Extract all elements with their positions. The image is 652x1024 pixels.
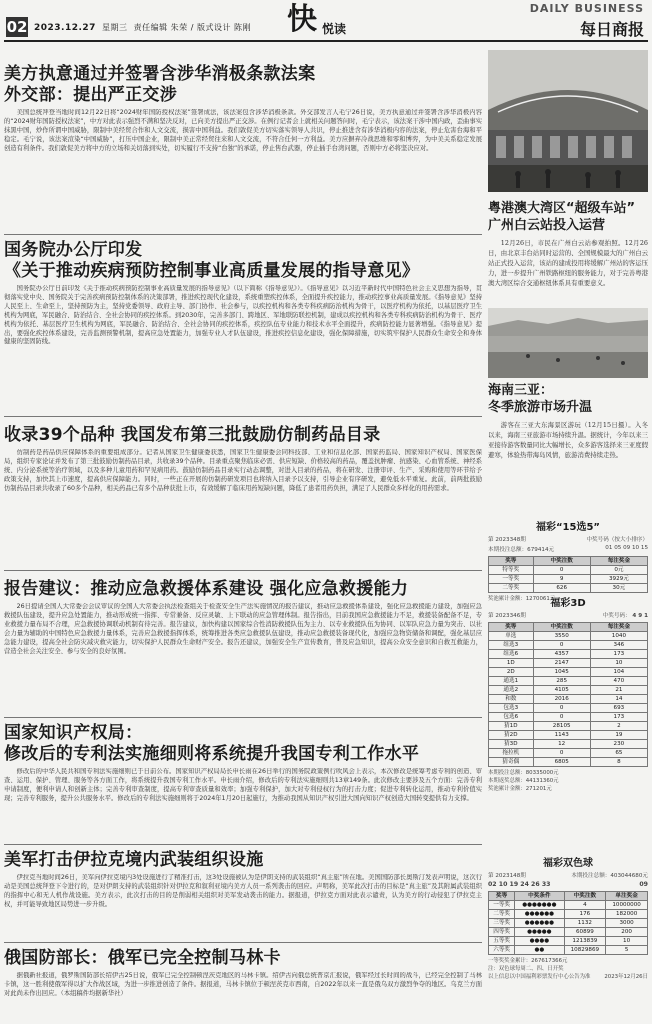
table-cell: 28105 [533, 722, 590, 731]
table-row [489, 910, 648, 919]
lottery-sales: 本期投注总额：679414元 [488, 547, 555, 553]
side-body: 游客在三亚大东海景区游玩（12月15日摄）。入冬以来，海南三亚旅游市场持续升温。据统计，今年以来三亚接待游客数量同比大幅增长，众多游客选择来三亚度假避寒，体验热带海岛风情，旅游消费持续走热。 [488, 421, 648, 459]
lottery-title: 福彩双色球 [543, 858, 593, 869]
table-row [489, 749, 648, 758]
table-cell: 二等奖 [489, 910, 515, 919]
article-headline: 美方执意通过并签署含涉华消极条款法案 外交部：提出严正交涉 [4, 64, 316, 105]
header-meta [34, 22, 251, 33]
photo-sanya-beach [488, 308, 648, 378]
table-cell: 10 [590, 659, 647, 668]
table-cell: 173 [590, 650, 647, 659]
table-row [489, 758, 648, 767]
table-row [489, 632, 648, 641]
article-divider [4, 942, 482, 943]
table-cell: 346 [590, 641, 647, 650]
table-cell: 猜3D [489, 740, 534, 749]
article-body: 仿制药是药品供应保障体系的重要组成部分。记者从国家卫生健康委获悉，国家卫生健康委会同科技部、工业和信息化部、国家药监局、国家知识产权局、国家医保局，组织专家论证并发布了第三批鼓励仿制药品目录，共收录39个品种。目录重点聚焦临床必需、供应短缺、价格较高的药品，覆盖抗肿瘤、抗感染、心血管系统、神经系统、内分泌系统等治疗领域，以及多种儿童用药和罕见病用药。鼓励仿制药品目录实行动态调整，对进入目录的药品，将在研发、注册审评、生产、采购和使用等环节给予政策支持，加快其上市速度，提高供应保障能力。同时，一些正在开展的仿制药研发项目也将纳入目录予以支持，引导企业有序研发，避免低水平重复。此前，前两批鼓励仿制药品目录共收录了60多个品种，相关药品已有多个品种获批上市，有效缓解了临床用药短缺问题，降低了患者用药负担，满足了人民群众多样化的用药需求。 [4, 449, 482, 492]
table-cell: 六等奖 [489, 946, 515, 955]
table-cell: 猜1D [489, 722, 534, 731]
table-cell: 包选3 [489, 704, 534, 713]
lottery-disclaimer: 以上信息以中国福利彩票发行中心公告为准 [488, 974, 591, 980]
table-cell: ●●●● [515, 937, 564, 946]
page-header [0, 0, 652, 44]
side-headline: 海南三亚： 冬季旅游市场升温 [488, 383, 593, 415]
table-cell: 10829869 [564, 946, 606, 955]
table-cell: 猜2D [489, 731, 534, 740]
article-divider [4, 234, 482, 235]
article-patent-law [4, 723, 482, 840]
table-cell: 200 [606, 928, 648, 937]
article-body: 伊拉克当地时间26日，美军向伊拉克境内3处设施进行了精准打击，这3处设施被认为是伊朗支持的武装组织“真主旅”所在地。美国国防部长奥斯汀发表声明说，这次行动是美国总统拜登下令进行的，是对伊朗支持的武装组织针对伊拉克和叙利亚境内美方人员一系列袭击的回应。声明称，美军此次打击的目标是“真主旅”及其附属武装组织的指挥中心和无人机作战设施。美方表示，此次打击的目的是削弱相关组织对美军发动袭击的能力。据报道，伊拉克方面对此表示谴责，认为美方的行动侵犯了伊拉克主权，并可能导致地区局势进一步升级。 [4, 874, 482, 908]
lottery-pool: 奖池累计金额：271201元 [488, 786, 552, 792]
table-cell: 693 [590, 704, 647, 713]
article-divider [4, 416, 482, 417]
table-cell: 176 [564, 910, 606, 919]
article-headline: 收录39个品种 我国发布第三批鼓励仿制药品目录 [4, 425, 381, 445]
lottery-15x5 [488, 518, 648, 603]
article-body: 修改后的中华人民共和国专利法实施细则已于日前公布。国家知识产权局局长申长雨在26日举行的国务院政策例行吹风会上表示，本次修改是统筹考虑专利的创造、审查、运用、保护、管理、服务等各方面工作，将系统提升我国专利工作水平。申长雨介绍，修改后的专利法实施细则共13章149条。此次修改主要涉及五个方面：完善专利申请制度，便利申请人和创新主体；完善专利审查制度，提高专利审查质量和效率；加强专利保护，加大对专利侵权行为的打击力度；促进专利转化运用，推动专利价值实现；完善专利服务，提升公共服务水平。修改后的专利法实施细则将于2024年1月20日起施行，为推动我国从知识产权引进大国向知识产权创造大国转变提供有力支撑。 [4, 768, 482, 802]
table-cell: 4105 [533, 686, 590, 695]
table-cell: 1132 [564, 919, 606, 928]
brand-chinese: 每日商报 [579, 20, 644, 39]
table-cell: 12 [533, 740, 590, 749]
table-cell: 1D [489, 659, 534, 668]
table-row [489, 731, 648, 740]
side-article-sanya [488, 382, 648, 498]
lottery-caption: 中奖号码： [602, 613, 631, 619]
article-headline: 报告建议：推动应急救援体系建设 强化应急救援能力 [4, 579, 409, 599]
lottery-sales: 本期投注总额：403044680元 [571, 873, 648, 879]
lottery-table: 奖等 中奖注数 每注奖金 单选 3550 1040 组选3 0 346 组选6 4357 173 1D 2147 10 2D 1045 104 通选1 285 470 通选2 4105 21 和数 2016 14 包选3 0 693 包选6 0 173 猜1D 28105 2 猜2D 1143 19 猜3D 12 230 拖拉机 0 65 猜奇偶 6805 8 [488, 622, 648, 767]
table-row [489, 928, 648, 937]
side-headline: 粤港澳大湾区“超级车站” 广州白云站投入运营 [488, 201, 636, 233]
table-row: 一等奖 9 3929元 [489, 575, 648, 584]
photo-baiyun-station [488, 50, 648, 192]
lottery-pool: 奖池累计金额：1270061元 [488, 596, 556, 602]
table-cell: 一等奖 [489, 901, 515, 910]
section-logo-char: 快 [287, 2, 317, 37]
table-cell: 2147 [533, 659, 590, 668]
beach-illustration [488, 308, 648, 378]
section-logo-sub: 悦读 [322, 22, 347, 36]
table-cell: 182000 [606, 910, 648, 919]
article-headline: 国家知识产权局： 修改后的专利法实施细则将系统提升我国专利工作水平 [4, 723, 420, 764]
lottery-date: 2023年12月26日 [604, 974, 648, 980]
table-cell: ●●●●●● [515, 919, 564, 928]
page-number: 02 [6, 18, 28, 36]
article-disease-control [4, 240, 482, 410]
table-cell: 10000000 [606, 901, 648, 910]
table-cell: ●●●●●●● [515, 901, 564, 910]
table-cell: 1213839 [564, 937, 606, 946]
table-cell: 和数 [489, 695, 534, 704]
table-cell: 4 [564, 901, 606, 910]
table-cell: 1045 [533, 668, 590, 677]
table-cell: 14 [590, 695, 647, 704]
table-cell: 104 [590, 668, 647, 677]
article-headline: 国务院办公厅印发 《关于推动疾病预防控制事业高质量发展的指导意见》 [4, 240, 420, 281]
article-body: 26日提请全国人大常委会会议审议的全国人大常委会执法检查组关于检查安全生产法实施情况的报告建议，推动应急救援体系建设，强化应急救援能力建设，加强应急救援队伍建设，提升应急处置能力，推动形成统一指挥、专常兼备、反应灵敏、上下联动的应急管理体制。报告指出，目前我国应急救援能力不足，救援装备配备不足，专业救援力量布局不合理，应急救援协调联动机制有待完善。报告建议，加快构建以国家综合性消防救援队伍为主力、以专业救援队伍为协同、以军队应急力量为突击、以社会力量为辅助的中国特色应急救援力量体系，完善应急救援指挥体系，统筹推进各类应急救援队伍建设，推动应急救援装备现代化，加强应急物资储备和调配，强化基层应急能力建设，提高全社会防灾减灾救灾能力，切实保护人民群众生命财产安全。报告还建议，加强安全生产宣传教育，普及应急知识，提高公众安全意识和自救互救能力，营造全社会关注安全、参与安全的良好氛围。 [4, 603, 482, 655]
article-body: 美国总统拜登当地时间12月22日将“2024财年国防授权法案”签署成法，该法案包含涉华消极条款。外交部发言人毛宁26日说，美方执意通过并签署含涉华消极内容的“2024财年国防授权法案”，中方对此表示强烈不满和坚决反对，已向美方提出严正交涉。在例行记者会上就相关问题答问时，毛宁表示，该法案干涉中国内政，歪曲事实抹黑中国，炒作所谓中国威胁，限制中美经贸合作和人文交流，损害中国利益。我们敦促美方切实落实领导人共识，停止推进含有涉华消极内容的法案，停止危害台海和平稳定。毛宁说，该法案渲染“中国威胁”，打压中国企业，限制中美正常经贸往来和人文交流，不符合任何一方利益。美方应摒弃冷战思维和零和博弈，为中美关系稳定发展创造有利条件。我们敦促美方将中方的立场和关切落到实处，切实履行不支持“台独”的承诺，停止售台武器，停止插手台湾问题，否则中方必将坚决应对。 [4, 109, 482, 152]
table-cell: ●● [515, 946, 564, 955]
table-cell: 6805 [533, 758, 590, 767]
table-cell: 19 [590, 731, 647, 740]
lottery-caption: 中奖号码（按大小排序） [586, 537, 648, 543]
table-cell: 2016 [533, 695, 590, 704]
table-cell: 0 [533, 704, 590, 713]
table-row [489, 695, 648, 704]
lottery-title: 福彩“15选5” [535, 522, 601, 533]
table-cell: 四等奖 [489, 928, 515, 937]
table-cell: 单选 [489, 632, 534, 641]
lottery-pool: 一等奖奖金累计：267617366元 [488, 958, 568, 964]
table-cell: 230 [590, 740, 647, 749]
article-us-defense-act [4, 64, 482, 217]
table-cell: 组选6 [489, 650, 534, 659]
lottery-issue: 第 2023348期 [488, 537, 526, 543]
table-cell: 5 [606, 946, 648, 955]
article-headline: 俄国防部长：俄军已完全控制马林卡 [4, 948, 281, 968]
article-us-strikes-iraq [4, 850, 482, 936]
table-cell: 3550 [533, 632, 590, 641]
article-generic-drugs [4, 425, 482, 565]
table-cell: 173 [590, 713, 647, 722]
table-cell: 0 [533, 749, 590, 758]
table-cell: 3000 [606, 919, 648, 928]
lottery-sales: 本期投注总额：80335000元 [488, 770, 559, 776]
table-cell: 2D [489, 668, 534, 677]
lottery-note: 注：双色球每周二、四、日开奖 [488, 966, 564, 972]
lottery-table-body [489, 632, 648, 767]
article-marinka [4, 948, 482, 1020]
table-row: 二等奖 626 30元 [489, 584, 648, 593]
article-headline: 美军打击伊拉克境内武装组织设施 [4, 850, 264, 870]
article-divider [4, 717, 482, 718]
article-body: 国务院办公厅日前印发《关于推动疾病预防控制事业高质量发展的指导意见》（以下简称《指导意见》）。《指导意见》以习近平新时代中国特色社会主义思想为指导，贯彻落实党中央、国务院关于完善疾病预防控制体系的决策部署，推进疾控现代化建设，系统重塑疾控体系，全面提升疾控能力，推动疾控事业高质量发展。《指导意见》坚持人民至上、生命至上，坚持预防为主，坚持党委领导、政府主导、部门协作、社会参与，以疾控机构和各类专科疾病防治机构为骨干，以医疗机构为依托，以基层医疗卫生机构为网底，军民融合、防治结合、全社会协同的疾控体系。到2030年，完善多部门、跨地区、军地联防联控机制，建成以疾控机构和各类专科疾病防治机构为骨干、医疗机构为依托、基层医疗卫生机构为网底，军民融合、防治结合、全社会协同的疾控体系，疾控队伍专业能力和技术水平全面提升，疾病防控能力显著增强。《指导意见》提出，要强化疾控体系建设，完善监测预警机制，提高应急处置能力，加强专业人才队伍建设，推进疾控信息化建设，强化保障措施，切实筑牢保护人民群众生命安全和身体健康的坚固防线。 [4, 285, 482, 346]
table-cell: 1040 [590, 632, 647, 641]
table-row [489, 704, 648, 713]
table-cell: 三等奖 [489, 919, 515, 928]
lottery-blue-number: 09 [639, 881, 648, 888]
lottery-table: 奖等 中奖条件 中奖注数 单注奖金 一等奖 ●●●●●●● 4 10000000 二等奖 ●●●●●● 176 182000 三等奖 ●●●●●● 1132 3000 四等奖 ●●●●● 60899 200 五等奖 ●●●● 1213839 10 六等奖 ●● 10829869 5 [488, 891, 648, 955]
table-cell: 2 [590, 722, 647, 731]
table-cell: 4357 [533, 650, 590, 659]
table-cell: 10 [606, 937, 648, 946]
lottery-double-color [488, 854, 648, 981]
article-body: 据俄新社报道，俄罗斯国防部长绍伊古25日说，俄军已完全控制顿涅茨克地区的马林卡镇。绍伊古向俄总统普京汇报说，俄军经过长时间的战斗，已经完全控制了马林卡镇，这一胜利使俄军得以扩大作战区域，为进一步推进创造了条件。据报道，马林卡镇位于顿涅茨克市西南，自2022年以来一直是俄乌双方激烈争夺的地区。乌克兰方面对此尚未作出回应。（本组稿件均据新华社） [4, 972, 482, 997]
table-row [489, 686, 648, 695]
editor-credit: 责任编辑 朱荣 / 版式设计 陈刚 [133, 23, 251, 32]
table-row [489, 740, 648, 749]
lottery-numbers: 01 05 09 10 15 [605, 545, 648, 551]
table-cell: 拖拉机 [489, 749, 534, 758]
table-cell: 65 [590, 749, 647, 758]
table-cell: 60899 [564, 928, 606, 937]
table-cell: ●●●●● [515, 928, 564, 937]
lottery-issue: 第 2023346期 [488, 613, 526, 619]
table-cell: 组选3 [489, 641, 534, 650]
table-cell: 包选6 [489, 713, 534, 722]
header-rule [4, 40, 648, 42]
table-cell: 21 [590, 686, 647, 695]
table-row [489, 668, 648, 677]
article-emergency-rescue [4, 579, 482, 711]
lottery-3d [488, 594, 648, 793]
article-divider [4, 844, 482, 845]
table-cell: 猜奇偶 [489, 758, 534, 767]
table-cell: 通选1 [489, 677, 534, 686]
table-row [489, 641, 648, 650]
table-cell: 0 [533, 641, 590, 650]
article-divider [4, 570, 482, 571]
station-illustration [488, 50, 648, 192]
table-row [489, 919, 648, 928]
table-row [489, 722, 648, 731]
brand-english: DAILY BUSINESS [529, 2, 644, 15]
lottery-table: 奖等 中奖注数 每注奖金 特等奖 0 0元 一等奖 9 3929元 二等奖 626 30元 [488, 556, 648, 593]
lottery-title: 福彩3D [550, 598, 586, 609]
lottery-numbers: 4 9 1 [632, 613, 648, 619]
table-row [489, 659, 648, 668]
table-row [489, 946, 648, 955]
table-cell: 通选2 [489, 686, 534, 695]
side-body: 12月26日，市民在广州白云站参观拍照。12月26日，由北京丰台站同时运营的、全国规模最大的广州白云站正式投入运营，该站的建成投用将缓解广州站的客运压力，进一步提升广州铁路枢纽的服务能力，对于完善粤港澳大湾区综合交通枢纽体系具有重要意义。 [488, 239, 648, 287]
table-cell: 285 [533, 677, 590, 686]
lottery-table-body [489, 901, 648, 955]
table-row [489, 713, 648, 722]
lottery-return: 本期返奖总额：44131360元 [488, 778, 559, 784]
table-row [489, 677, 648, 686]
table-cell: ●●●●●● [515, 910, 564, 919]
table-row [489, 901, 648, 910]
table-row [489, 650, 648, 659]
issue-weekday: 星期三 [102, 23, 128, 32]
lottery-issue: 第 2023148期 [488, 873, 526, 879]
table-cell: 0 [533, 713, 590, 722]
table-cell: 470 [590, 677, 647, 686]
table-cell: 8 [590, 758, 647, 767]
table-row: 特等奖 0 0元 [489, 566, 648, 575]
table-cell: 1143 [533, 731, 590, 740]
lottery-red-numbers: 02 10 19 24 26 33 [488, 881, 551, 888]
table-row [489, 937, 648, 946]
table-cell: 五等奖 [489, 937, 515, 946]
issue-date: 2023.12.27 [34, 23, 96, 33]
